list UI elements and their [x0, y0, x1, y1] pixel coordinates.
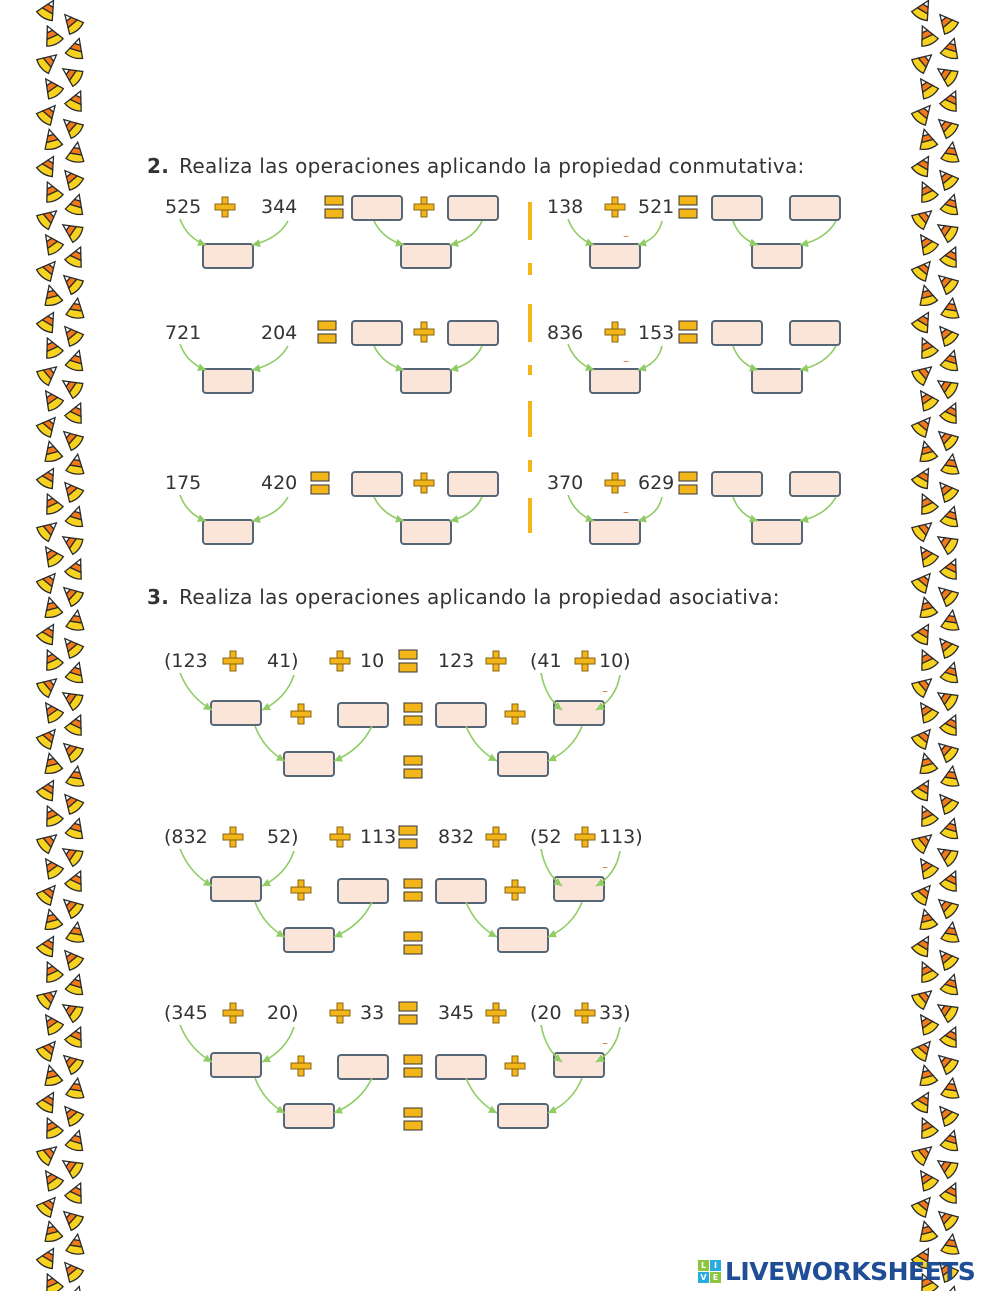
sum-result-box[interactable]: [751, 368, 803, 394]
operand-a: 832: [438, 826, 475, 848]
plus-sign: [223, 651, 243, 671]
section-3-number: 3.: [147, 585, 170, 609]
arrow: [450, 497, 482, 523]
partial-sum-box[interactable]: [553, 876, 605, 902]
sum-result-box[interactable]: [400, 243, 452, 269]
plus-sign: [223, 1003, 243, 1023]
plus-sign: [505, 1056, 525, 1076]
arrow: [252, 346, 288, 372]
plus-sign: [486, 1003, 506, 1023]
operand-box[interactable]: [435, 878, 487, 904]
total-result-box[interactable]: [497, 751, 549, 777]
group-b-close: 41): [267, 650, 299, 672]
sum-result-box[interactable]: [202, 368, 254, 394]
group-open-b: (20: [530, 1002, 562, 1024]
sum-result-box[interactable]: [400, 368, 452, 394]
arrow: [262, 1027, 294, 1062]
plus-sign: [414, 473, 434, 493]
arrow: [568, 344, 594, 371]
arrow: [180, 673, 212, 710]
operand-b: 344: [261, 196, 298, 218]
plus-sign: [486, 827, 506, 847]
partial-sum-box[interactable]: [210, 876, 262, 902]
sum-result-box[interactable]: [751, 519, 803, 545]
sum-result-box[interactable]: [202, 243, 254, 269]
commuted-operand-box[interactable]: [711, 471, 763, 497]
sum-result-box[interactable]: [400, 519, 452, 545]
group-open-b: (41: [530, 650, 562, 672]
minus-mark: –: [623, 354, 629, 368]
arrow: [568, 219, 594, 246]
equals-sign: [399, 1002, 417, 1024]
sum-result-box[interactable]: [751, 243, 803, 269]
plus-sign: [223, 827, 243, 847]
plus-sign: [414, 322, 434, 342]
sum-result-box[interactable]: [202, 519, 254, 545]
commuted-operand-box[interactable]: [789, 471, 841, 497]
arrow: [800, 221, 836, 247]
operand-b: 153: [638, 322, 675, 344]
arrow: [255, 1078, 285, 1113]
operand-a: 836: [547, 322, 584, 344]
arrow: [252, 497, 288, 523]
operand-b: 629: [638, 472, 675, 494]
total-result-box[interactable]: [283, 1103, 335, 1129]
operand-a: 525: [165, 196, 202, 218]
group-open-b: (52: [530, 826, 562, 848]
minus-mark: –: [602, 1036, 608, 1050]
arrow: [374, 497, 404, 523]
equals-sign: [318, 321, 336, 343]
section-3-title: Realiza las operaciones aplicando la propiedad asociativa:: [179, 585, 780, 609]
operand-box[interactable]: [435, 1054, 487, 1080]
plus-sign: [575, 1003, 595, 1023]
arrow: [450, 346, 482, 372]
plus-sign: [330, 1003, 350, 1023]
equals-sign: [404, 1108, 422, 1130]
arrow: [262, 675, 294, 710]
commuted-operand-box[interactable]: [351, 471, 403, 497]
arrow: [466, 1078, 497, 1113]
arrow: [466, 726, 497, 761]
commuted-operand-box[interactable]: [351, 195, 403, 221]
section-2-number: 2.: [147, 154, 170, 178]
sum-result-box[interactable]: [589, 519, 641, 545]
total-result-box[interactable]: [497, 927, 549, 953]
arrow: [800, 497, 836, 523]
arrow: [180, 219, 206, 246]
operand-a: 175: [165, 472, 202, 494]
operand-a: 721: [165, 322, 202, 344]
operand-c: 113: [360, 826, 397, 848]
arrow: [638, 497, 662, 523]
arrow: [638, 346, 662, 372]
equals-sign: [311, 472, 329, 494]
arrow: [180, 849, 212, 886]
equals-sign: [404, 703, 422, 725]
operand-b: 204: [261, 322, 298, 344]
equals-sign: [399, 826, 417, 848]
commuted-operand-box[interactable]: [711, 320, 763, 346]
minus-mark: –: [602, 860, 608, 874]
operand-c: 33: [360, 1002, 385, 1024]
plus-sign: [291, 1056, 311, 1076]
partial-sum-box[interactable]: [210, 700, 262, 726]
arrow: [800, 346, 836, 372]
arrow: [374, 221, 404, 247]
group-c-close: 10): [599, 650, 631, 672]
plus-sign: [575, 827, 595, 847]
commuted-operand-box[interactable]: [711, 195, 763, 221]
operand-a: 370: [547, 472, 584, 494]
commuted-operand-box[interactable]: [447, 195, 499, 221]
group-open-a: (345: [164, 1002, 208, 1024]
minus-mark: –: [623, 505, 629, 519]
operand-a: 138: [547, 196, 584, 218]
arrow: [548, 902, 582, 937]
plus-sign: [605, 473, 625, 493]
operand-c: 10: [360, 650, 385, 672]
arrow: [334, 902, 372, 938]
arrow: [255, 902, 285, 937]
partial-sum-box[interactable]: [553, 1052, 605, 1078]
operand-a: 345: [438, 1002, 475, 1024]
arrow: [548, 726, 582, 761]
operand-box[interactable]: [435, 702, 487, 728]
operand-box[interactable]: [337, 878, 389, 904]
commuted-operand-box[interactable]: [789, 320, 841, 346]
plus-sign: [414, 197, 434, 217]
sum-result-box[interactable]: [589, 368, 641, 394]
section-2-heading: [147, 154, 805, 178]
plus-sign: [291, 880, 311, 900]
equals-sign: [325, 196, 343, 218]
plus-sign: [215, 197, 235, 217]
group-b-close: 52): [267, 826, 299, 848]
equals-sign: [404, 932, 422, 954]
arrow: [374, 346, 404, 372]
equals-sign: [404, 756, 422, 778]
total-result-box[interactable]: [497, 1103, 549, 1129]
plus-sign: [291, 704, 311, 724]
logo-text: LIVEWORKSHEETS: [725, 1256, 976, 1286]
liveworksheets-logo[interactable]: [698, 1254, 975, 1288]
group-b-close: 20): [267, 1002, 299, 1024]
section-3-heading: [147, 585, 780, 609]
equals-sign: [404, 1055, 422, 1077]
section-2-title: Realiza las operaciones aplicando la propiedad conmutativa:: [179, 154, 805, 178]
plus-sign: [330, 651, 350, 671]
equals-sign: [679, 321, 697, 343]
commuted-operand-box[interactable]: [447, 471, 499, 497]
plus-sign: [575, 651, 595, 671]
plus-sign: [605, 322, 625, 342]
equals-sign: [679, 196, 697, 218]
commuted-operand-box[interactable]: [351, 320, 403, 346]
operand-box[interactable]: [337, 702, 389, 728]
total-result-box[interactable]: [283, 751, 335, 777]
operand-b: 521: [638, 196, 675, 218]
arrow: [334, 1078, 372, 1114]
equals-sign: [399, 650, 417, 672]
arrow: [638, 221, 662, 247]
group-open-a: (123: [164, 650, 208, 672]
plus-sign: [505, 880, 525, 900]
logo-mark-icon: L I V E: [698, 1260, 721, 1283]
group-c-close: 33): [599, 1002, 631, 1024]
minus-mark: –: [623, 229, 629, 243]
arrow: [450, 221, 482, 247]
plus-sign: [605, 197, 625, 217]
arrow: [466, 902, 497, 937]
plus-sign: [330, 827, 350, 847]
plus-sign: [486, 651, 506, 671]
operand-b: 420: [261, 472, 298, 494]
commuted-operand-box[interactable]: [789, 195, 841, 221]
arrow: [568, 495, 594, 522]
total-result-box[interactable]: [283, 927, 335, 953]
operand-a: 123: [438, 650, 475, 672]
arrow: [255, 726, 285, 761]
sum-result-box[interactable]: [589, 243, 641, 269]
group-c-close: 113): [599, 826, 643, 848]
equals-sign: [679, 472, 697, 494]
equals-sign: [404, 879, 422, 901]
partial-sum-box[interactable]: [553, 700, 605, 726]
arrow: [252, 221, 288, 247]
arrow: [180, 1025, 212, 1062]
arrow: [180, 495, 206, 522]
arrow: [180, 344, 206, 371]
arrow: [334, 726, 372, 762]
operand-box[interactable]: [337, 1054, 389, 1080]
minus-mark: –: [602, 684, 608, 698]
arrow: [548, 1078, 582, 1113]
plus-sign: [505, 704, 525, 724]
partial-sum-box[interactable]: [210, 1052, 262, 1078]
commuted-operand-box[interactable]: [447, 320, 499, 346]
arrow: [262, 851, 294, 886]
group-open-a: (832: [164, 826, 208, 848]
